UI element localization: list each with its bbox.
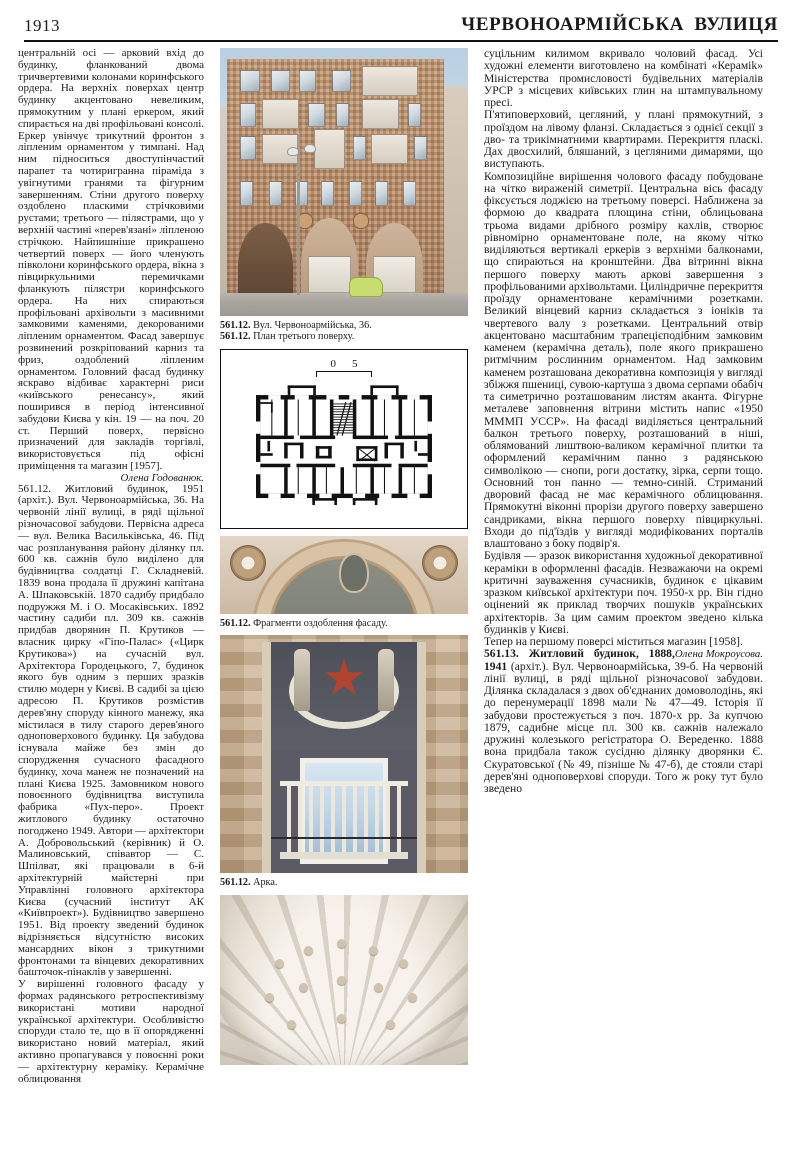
left-text-column <box>18 48 213 1148</box>
right-paragraph-6: 561.13. Житловий будинок, 1888, 1941 (архіт.). Вул. Червоноармійська, 39-б. На червоній лінії вулиці, в ряді щільної різночасової забудови. Ділянка складалася з двох об'єднаних домоволодінь, які до перенумерації 1898 мали № 47—49. Історія її забудови простежується з поч. 1870-х рр. За купчою 1879, садибне місце пл. 300 кв. сажнів належало дружині колезького регістратора О. Вереденко. 1888 вона придбала також сусідню ділянку дворянки Є. Скуратовської (№ 49, пізніше № 47-б), де стояли старі дерев'яні одноповерхові споруди. Того ж року тут було зведено <box>484 647 763 795</box>
facade-photo-figure <box>220 48 468 316</box>
floor-plan-figure <box>220 349 468 529</box>
caption-number-3: 561.12. <box>220 617 251 629</box>
ceramic-rosette-right <box>422 545 458 581</box>
right-paragraph-4: Будівля — зразок використання художньої декоративної кераміки в оформленні фасадів. Незважаючи на окремі критичні зауваження сучасників, будинок є цікавим зразком київської архітектури поч. 1950-х рр. Він гідно оцінений як приклад творчих пошуків українських архітекторів. За цим самим проектом зведено кілька будинків у Києві. <box>484 549 763 636</box>
right-text-column <box>475 48 763 1148</box>
arch-vault-photo <box>220 895 468 1065</box>
column-grid <box>18 48 782 1148</box>
window-ceramic-panel-figure <box>220 635 468 873</box>
caption-number-2: 561.12. <box>220 331 251 343</box>
caption-text-2: План третього поверху. <box>253 331 355 343</box>
plan-scale-labels <box>229 358 459 370</box>
facade-ornament-caption <box>220 618 468 629</box>
entry-heading: 561.13. Житловий будинок, 1888, 1941 <box>484 647 675 673</box>
balcony-balustrade <box>280 781 408 859</box>
facade-photo <box>220 48 468 316</box>
street-lamp-post <box>297 134 300 295</box>
running-head <box>18 0 782 38</box>
facade-photo-caption <box>220 320 468 343</box>
plan-scale-line <box>316 371 372 377</box>
right-paragraph-3: Композиційне вирішення чолового фасаду побудоване на чітко вираженій симетрії. Центральна вісь фасаду фіксується лоджією на третьому поверсі. Наближена за формою до квадрата площина стіни, облицьована трьома видами дрібного розміру кахлів, створює рівномірно орнаментоване поле, на якому чітко виділяються вертикалі еркерів з верхніми балконами, що спираються на кронштейни. Два вітринні вікна першого поверху мають аркові завершення з профільованими архівольтами. Циліндричне перекриття проїзду орнаментоване керамічними розетками. Великий вінцевий карниз складається з іоніків та чвертевого валу з розетками. Центральний отвір акцентовано масштабним трапецієподібним замковим каменем (керамічна деталь), поле якого прикрашено ритмічним рослинним орнаментом. Над замковим каменем розташована декоративна композиція у вигляді збіжжя пшениці, сувою-картуша з двома серпами обабіч та симетрично розташованим листям аканта. Фігурне металеве заповнення вітрини містить напис «1950 МММП УССР». На фасаді виділяється центральний балкон третього поверху, розташований в ніші, облямований лиштвою-валиком керамічної плитки та оформлений керамічним панно з радянською символікою — снопи, роги достатку, зірка, серпи тощо. Основний тон панно — темно-синій. Стриманий дворовий фасад не має керамічного облицювання. Прямокутні віконні прорізи другого поверху завершено сандриками, вікна першого поверху півциркульні. Входи до під'їздів у вигляді модифікованих порталів влаштовано з боку подвір'я. <box>484 169 763 550</box>
figure-column <box>213 48 475 1148</box>
scale-label-0: 0 <box>330 357 352 370</box>
floor-plan-drawing <box>229 381 459 513</box>
scale-label-5: 5 <box>352 357 374 370</box>
caption-number-4: 561.12. <box>220 877 251 889</box>
facade-ornament-figure <box>220 536 468 614</box>
caption-text-3: Фрагменти оздоблення фасаду. <box>253 617 388 629</box>
ceramic-rosette-left <box>230 545 266 581</box>
plan-scale-bar <box>229 358 459 377</box>
left-paragraph-2: 561.12. Житловий будинок, 1951 (архіт.). Вул. Червоноармійська, 36. На червоній лінії вулиці, в ряді щільної різночасової забудови. Первісна адреса — вул. Велика Васильківська, 46. Під час розпланування району ділянку пл. 600 кв. сажнів було виділено для будівництва солдатці Г. Складневій. 1839 вона продала її дружині капітана А. Шпаковській. 1870 садибу придбало подружжя М. і О. Мосаківських. 1892 частину садиби пл. 309 кв. сажнів придбав дворянин П. Крутиков — власник цирку «Гіпо-Палас» («Цирк Крутикова») на сучасній вул. Архітектора Городецького, 7, будинок якого був одним з перших зразків стилю модерн у Києві. В садибі за цією адресою П. Крутиков розмістив дерев'яну споруду кінного манежу, яка містилася в тилу старого дерев'яного одноповерхового будинку. Ця забудова існувала майже без змін до спорудження сучасного фасадного будинку, хоча манеж не позначений на плані Києва 1925. Замовником нового повоєнного будівництва виступила фабрика «Пух-перо». Проект житлового будинку остаточно погоджено 1949. Автори — архітектори А. Добровольський (керівник) й О. Малиновський, співавтор — С. Шпілват, які працювали в 6-й архітектурній майстерні при Управлінні головного архітектора Києва (сучасний інститут АК «Київпроект»). Будівництво завершено 1951. Від проекту зведений будинок відрізняється відсутністю високих мансардних вікон з трикутними фронтонами та вінцевих декоративних башточок-пінаклів у завершенні. <box>18 482 204 979</box>
keystone-cartouche <box>339 553 369 593</box>
facade-ornament-photo <box>220 536 468 614</box>
wheat-sheaf-right <box>378 649 394 711</box>
page-number: 1913 <box>24 16 60 35</box>
window-ceramic-panel-photo <box>220 635 468 873</box>
left-paragraph-1: центральній осі — арковий вхід до будинку, фланкований двома тричвертевими колонами коринфського ордера. На верхніх поверхах центр будинку акцентовано невеликим, прямокутним у плані еркером, який спирається на дві профільовані консолі. Еркер увінчує трикутний фронтон з ліпленим орнаментом у тимпані. Над ним підноситься двоступінчастий парапет та чотиригранна піраміда з увігнутими гранями та фігурним завершенням. Стіни другого поверху оздоблено пласкими стрічковими рустами; третього — пілястрами, що у верхній частині «перев'язані» ліпленою стрічкою. Найпишніше прикрашено четвертий поверх — його членують півколони коринфського ордера, вікна з півциркульними перемичками фланкують пілястри коринфського ордера. На них спираються профільовані архівольти з масивними замковими каменями, декорованими ліпленим орнаментом. Фасад завершує розвинений розкріпований карниз та фриз, оздоблений ліпленим орнаментом. Головний фасад будинку яскраво відбиває характерні риси «київського ренесансу», який поширився в період інтенсивної забудови Києва у кін. 19 — на поч. 20 ст. Перший поверх, первісно призначений для закладів торгівлі, використовується під офісні приміщення та магазин [1957]. <box>18 47 204 472</box>
right-paragraph-2: П'ятиповерховий, цегляний, у плані прямокутний, з проїздом на лівому фланзі. Складається з однієї секції з дво- та трикімнатними квартирами. Перекриття пласкі. Дах двосхилий, бляшаний, з цегляними димарями, що виступають. <box>484 108 763 171</box>
overhead-wire <box>271 837 417 839</box>
caption-text: Вул. Червоноармійська, 36. <box>253 320 372 331</box>
right-signature: Олена Мокроусова. <box>674 648 763 661</box>
left-signature: Олена Годованюк. <box>120 471 204 484</box>
main-building-wall <box>227 59 444 294</box>
caption-number: 561.12. <box>220 320 251 331</box>
arch-vault-figure <box>220 895 468 1065</box>
right-paragraph-5-text: Тепер на першому поверсі міститься магазин [1958]. <box>484 635 743 648</box>
arch-caption <box>220 877 468 888</box>
street-ground <box>220 293 468 316</box>
wheat-sheaf-left <box>294 649 310 711</box>
street-lamp-head <box>287 147 299 156</box>
neighbour-building-right <box>443 86 468 294</box>
window-surround <box>262 642 426 873</box>
running-title: ЧЕРВОНОАРМІЙСЬКА ВУЛИЦЯ <box>461 14 778 35</box>
left-paragraph-3: У вирішенні головного фасаду у формах радянського ретроспективізму використані мотиви народної української архітектури. Особливістю споруди стало те, що в її опорядженні використано новий матеріал, який активно пропагувався у повоєнні роки — архітектурну кераміку. Керамічне облицювання <box>18 978 204 1085</box>
header-rule <box>24 40 778 42</box>
ceramic-panel <box>271 642 417 748</box>
caption-text-4: Арка. <box>253 877 278 889</box>
parked-car <box>349 277 383 298</box>
right-paragraph-1: суцільним килимом вкривало чоловий фасад. Усі художні елементи виготовлено на комбінаті «Кераміk» Міністерства промисловості будівельних матеріалів УРСР з місцевих київських глин на штампувальному пресі. <box>484 47 763 109</box>
